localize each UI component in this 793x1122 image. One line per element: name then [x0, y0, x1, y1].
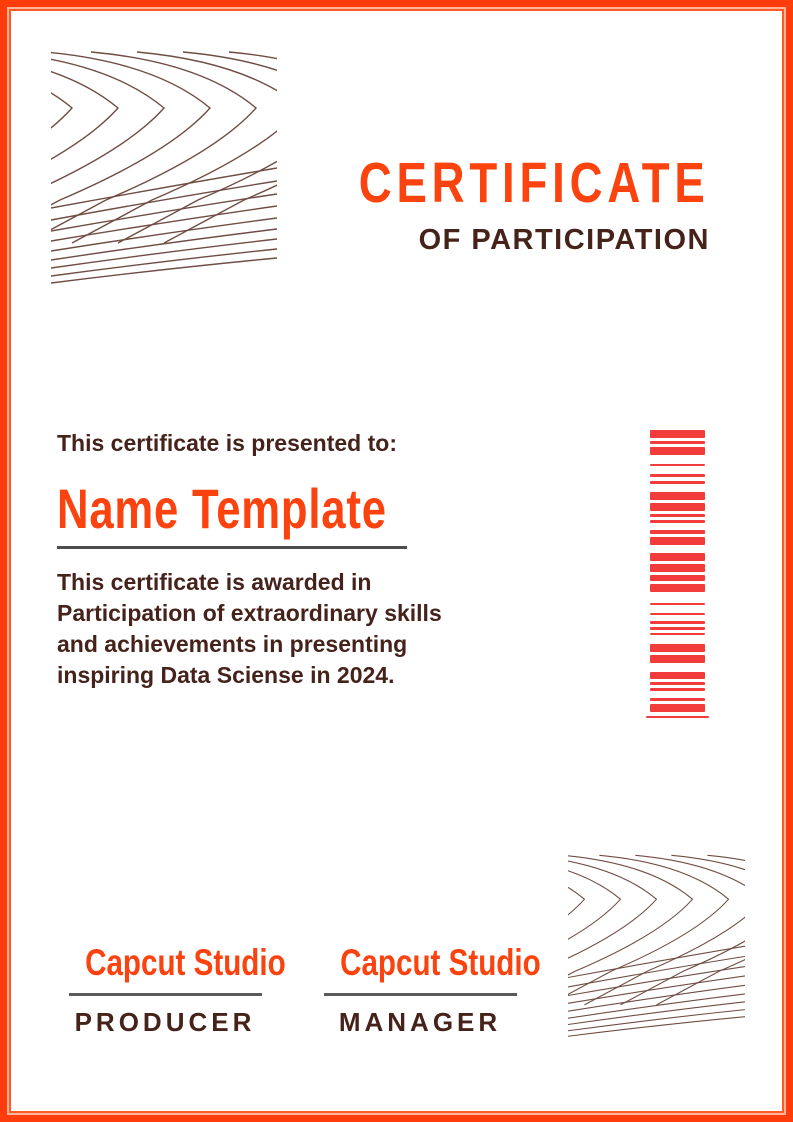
award-text-line: This certificate is awarded in: [57, 569, 372, 595]
certificate-title: CERTIFICATE: [359, 151, 710, 215]
signature-role: MANAGER: [338, 1007, 502, 1037]
award-text-line: Participation of extraordinary skills: [57, 600, 442, 626]
title-block: [271, 150, 710, 257]
signature-name: Capcut Studio: [85, 942, 286, 983]
signature-role: PRODUCER: [74, 1007, 256, 1037]
award-text-line: and achievements in presenting: [57, 631, 408, 657]
certificate-subtitle: OF PARTICIPATION: [418, 224, 710, 256]
signature-name: Capcut Studio: [340, 942, 541, 983]
signature-block-manager: [315, 942, 541, 1038]
signature-line: [69, 993, 262, 996]
recipient-name: Name Template: [57, 477, 387, 540]
award-text-line: inspiring Data Sciense in 2024.: [57, 662, 395, 688]
barcode: [650, 430, 705, 718]
signature-line: [324, 993, 517, 996]
signature-block-producer: [60, 942, 286, 1038]
name-underline: [57, 546, 407, 549]
contour-pattern-icon: [51, 48, 277, 285]
award-text: [57, 567, 497, 691]
presented-to-label: This certificate is presented to:: [57, 430, 397, 456]
contour-pattern-icon: [568, 828, 745, 1062]
